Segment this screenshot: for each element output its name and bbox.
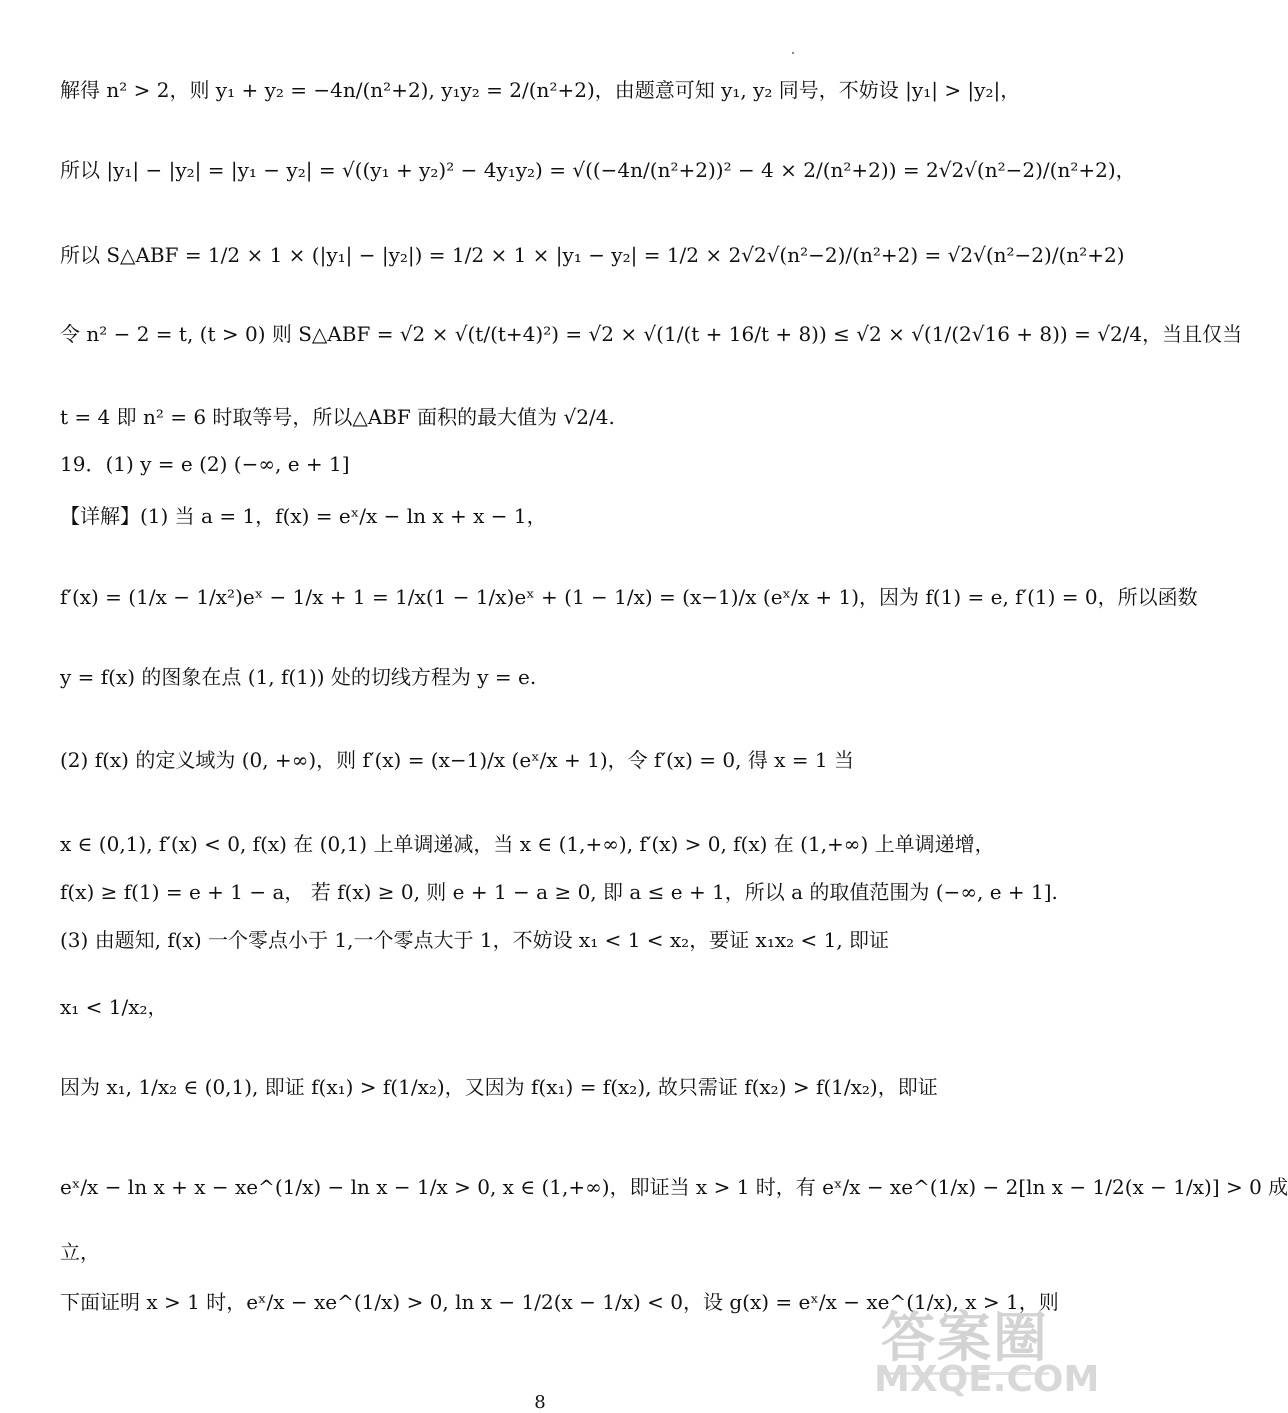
- text-line-4: 令 n² − 2 = t, (t > 0) 则 S△ABF = √2 × √(t/(t+4)²) = √2 × √(1/(t + 16/t + 8)) ≤ √2 × √(1/(2√16 + 8)) = √2/4，当且仅当: [60, 322, 1243, 346]
- text-line-16: eˣ/x − ln x + x − xe^(1/x) − ln x − 1/x > 0, x ∈ (1,+∞)，即证当 x > 1 时，有 eˣ/x − xe^(1/x) − 2[ln x − 1/2(x − 1/x)] > 0 成: [60, 1175, 1288, 1199]
- text-line-11: x ∈ (0,1), f′(x) < 0, f(x) 在 (0,1) 上单调递减，当 x ∈ (1,+∞), f′(x) > 0, f(x) 在 (1,+∞) 上单调递增，: [60, 832, 995, 856]
- text-line-14: x₁ < 1/x₂，: [60, 995, 168, 1019]
- speck: [792, 52, 794, 54]
- text-line-15: 因为 x₁, 1/x₂ ∈ (0,1), 即证 f(x₁) > f(1/x₂)，又因为 f(x₁) = f(x₂), 故只需证 f(x₂) > f(1/x₂)，即证: [60, 1075, 938, 1099]
- text-line-10: (2) f(x) 的定义域为 (0, +∞)，则 f′(x) = (x−1)/x (eˣ/x + 1)，令 f′(x) = 0, 得 x = 1 当: [60, 748, 854, 772]
- text-line-7: 【详解】(1) 当 a = 1，f(x) = eˣ/x − ln x + x − 1，: [60, 504, 547, 528]
- page-number: 8: [534, 1392, 546, 1413]
- text-line-3: 所以 S△ABF = 1/2 × 1 × (|y₁| − |y₂|) = 1/2 × 1 × |y₁ − y₂| = 1/2 × 2√2√(n²−2)/(n²+2) = √2√(n²−2)/(n²+2): [60, 243, 1125, 267]
- text-line-18: 下面证明 x > 1 时，eˣ/x − xe^(1/x) > 0, ln x − 1/2(x − 1/x) < 0，设 g(x) = eˣ/x − xe^(1/x), x > 1，则: [60, 1290, 1059, 1314]
- text-line-13: (3) 由题知, f(x) 一个零点小于 1,一个零点大于 1，不妨设 x₁ < 1 < x₂，要证 x₁x₂ < 1, 即证: [60, 928, 890, 952]
- text-line-9: y = f(x) 的图象在点 (1, f(1)) 处的切线方程为 y = e.: [60, 665, 537, 689]
- text-line-8: f′(x) = (1/x − 1/x²)eˣ − 1/x + 1 = 1/x(1 − 1/x)eˣ + (1 − 1/x) = (x−1)/x (eˣ/x + 1)，因为 f(1) = e, f′(1) = 0，所以函数: [60, 585, 1198, 609]
- text-line-2: 所以 |y₁| − |y₂| = |y₁ − y₂| = √((y₁ + y₂)² − 4y₁y₂) = √((−4n/(n²+2))² − 4 × 2/(n²+2)) = 2√2√(n²−2)/(n²+2)，: [60, 158, 1136, 182]
- text-line-17: 立，: [60, 1240, 100, 1264]
- watermark-bottom: MXQE.COM: [874, 1359, 1100, 1400]
- answer-summary: 19．(1) y = e (2) (−∞, e + 1]: [60, 452, 350, 476]
- text-line-5: t = 4 即 n² = 6 时取等号，所以△ABF 面积的最大值为 √2/4.: [60, 405, 615, 429]
- watermark-logo: [866, 1295, 1100, 1405]
- watermark-top: 答案圈: [881, 1295, 1049, 1375]
- text-line-1: 解得 n² > 2，则 y₁ + y₂ = −4n/(n²+2), y₁y₂ = 2/(n²+2)，由题意可知 y₁, y₂ 同号，不妨设 |y₁| > |y₂|，: [60, 78, 1021, 102]
- text-line-12: f(x) ≥ f(1) = e + 1 − a， 若 f(x) ≥ 0, 则 e + 1 − a ≥ 0, 即 a ≤ e + 1，所以 a 的取值范围为 (−∞, e + 1].: [60, 880, 1058, 904]
